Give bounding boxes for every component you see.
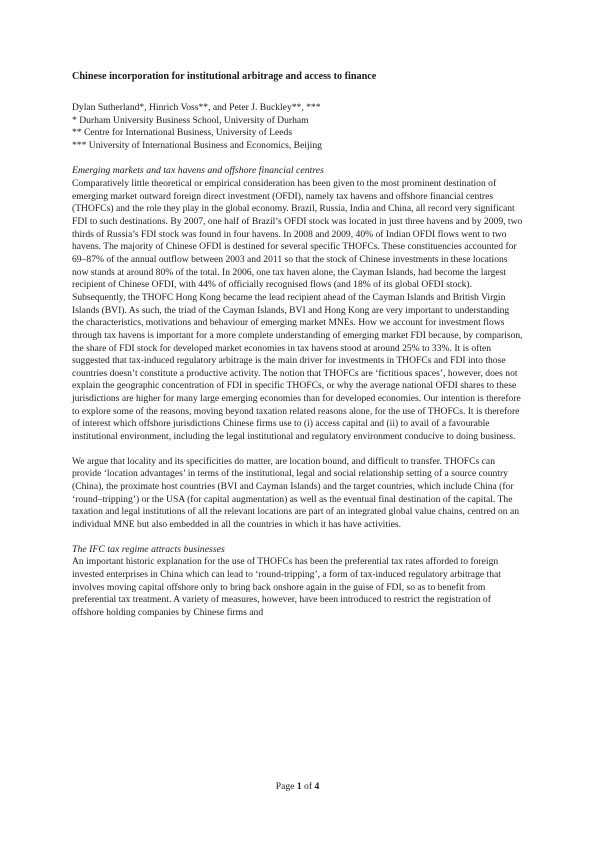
affiliation-1: * Durham University Business School, University of Durham <box>72 114 309 126</box>
affiliation-3: *** University of International Business and Economics, Beijing <box>72 139 322 151</box>
body-paragraph: Comparatively little theoretical or empirical consideration has been given to the most prominent destination of emerging market outward foreign direct investment (OFDI), namely tax havens and offshore financial centres (THOFCs) and the role they play in the global economy. Brazil, Russia, India and China, all record very significant FDI to such destinations. By 2007, one half of Brazil’s OFDI stock was located in just three havens and by 2009, two thirds of Russia’s FDI stock was found in four havens. In 2008 and 2009, 40% of Indian OFDI flows went to two havens. The majority of Chinese OFDI is destined for several specific THOFCs. These constituencies accounted for 69–87% of the annual outflow between 2003 and 2011 so that the stock of Chinese investments in these locations now stands at around 80% of the total. In 2006, one tax haven alone, the Cayman Islands, had become the largest recipient of Chinese OFDI, with 44% of officially recognised flows (and 18% of its global OFDI stock). Subsequently, the THOFC Hong Kong became the lead recipient ahead of the Cayman Islands and British Virgin Islands (BVI). As such, the triad of the Cayman Islands, BVI and Hong Kong are very important to understanding the characteristics, motivations and behaviour of emerging market MNEs. How we account for investment flows through tax havens is important for a more complete understanding of emerging market FDI because, by comparison, the share of FDI stock for developed market economies in tax havens stood at around 25% to 33%. It is often suggested that tax-induced regulatory arbitrage is the main driver for investments in THOFCs and FDI into those countries doesn’t constitute a productive activity. The notion that THOFCs are ‘fictitious spaces’, however, does not explain the geographic concentration of FDI in specific THOFCs, or why the average national OFDI shares to these jurisdictions are higher for many large emerging economies than for developed economies. Our intention is therefore to explore some of the reasons, moving beyond taxation related reasons alone, for the use of THOFCs. It is therefore of interest which offshore jurisdictions Chinese firms use to (i) access capital and (ii) to avail of a favourable institutional environment, including the legal institutional and regulatory environment conducive to doing business. <box>72 177 523 443</box>
affiliation-2: ** Centre for International Business, University of Leeds <box>72 127 293 139</box>
body-paragraph: We argue that locality and its specificities do matter, are location bound, and difficult to transfer. THOFCs can provide ‘location advantages’ in terms of the institutional, legal and social relationship setting of a source country (China), the proximate host countries (BVI and Cayman Islands) and the target countries, which include China (for ‘round–tripping’) or the USA (for capital augmentation) as well as the eventual final destination of the capital. The taxation and legal institutions of all the relevant locations are part of an integrated global value chains, centred on an individual MNE but also embedded in all the countries in which it has have activities. <box>72 455 520 531</box>
total-pages-number: 4 <box>314 781 320 792</box>
page-footer <box>0 781 595 793</box>
body-paragraph: An important historic explanation for the use of THOFCs has been the preferential tax rates afforded to foreign invested enterprises in China which can lead to ‘round-tripping’, a form of tax-induced regulatory arbitrage that involves moving capital offshore only to bring back onshore again in the guise of FDI, so as to benefit from preferential tax treatment. A variety of measures, however, have been introduced to restrict the registration of offshore holding companies by Chinese firms and <box>72 556 501 618</box>
page-label: Page <box>275 781 295 792</box>
paper-title: Chinese incorporation for institutional arbitrage and access to finance <box>72 71 377 82</box>
current-page-number: 1 <box>296 781 302 792</box>
section-heading-tax-havens: Emerging markets and tax havens and offshore financial centres <box>72 165 324 177</box>
section-heading-ifc-tax-regime: The IFC tax regime attracts businesses <box>72 543 225 555</box>
author-list: Dylan Sutherland*, Hinrich Voss**, and Peter J. Buckley**, *** <box>72 102 321 113</box>
page-of-label: of <box>304 781 313 792</box>
document-body <box>72 70 523 620</box>
